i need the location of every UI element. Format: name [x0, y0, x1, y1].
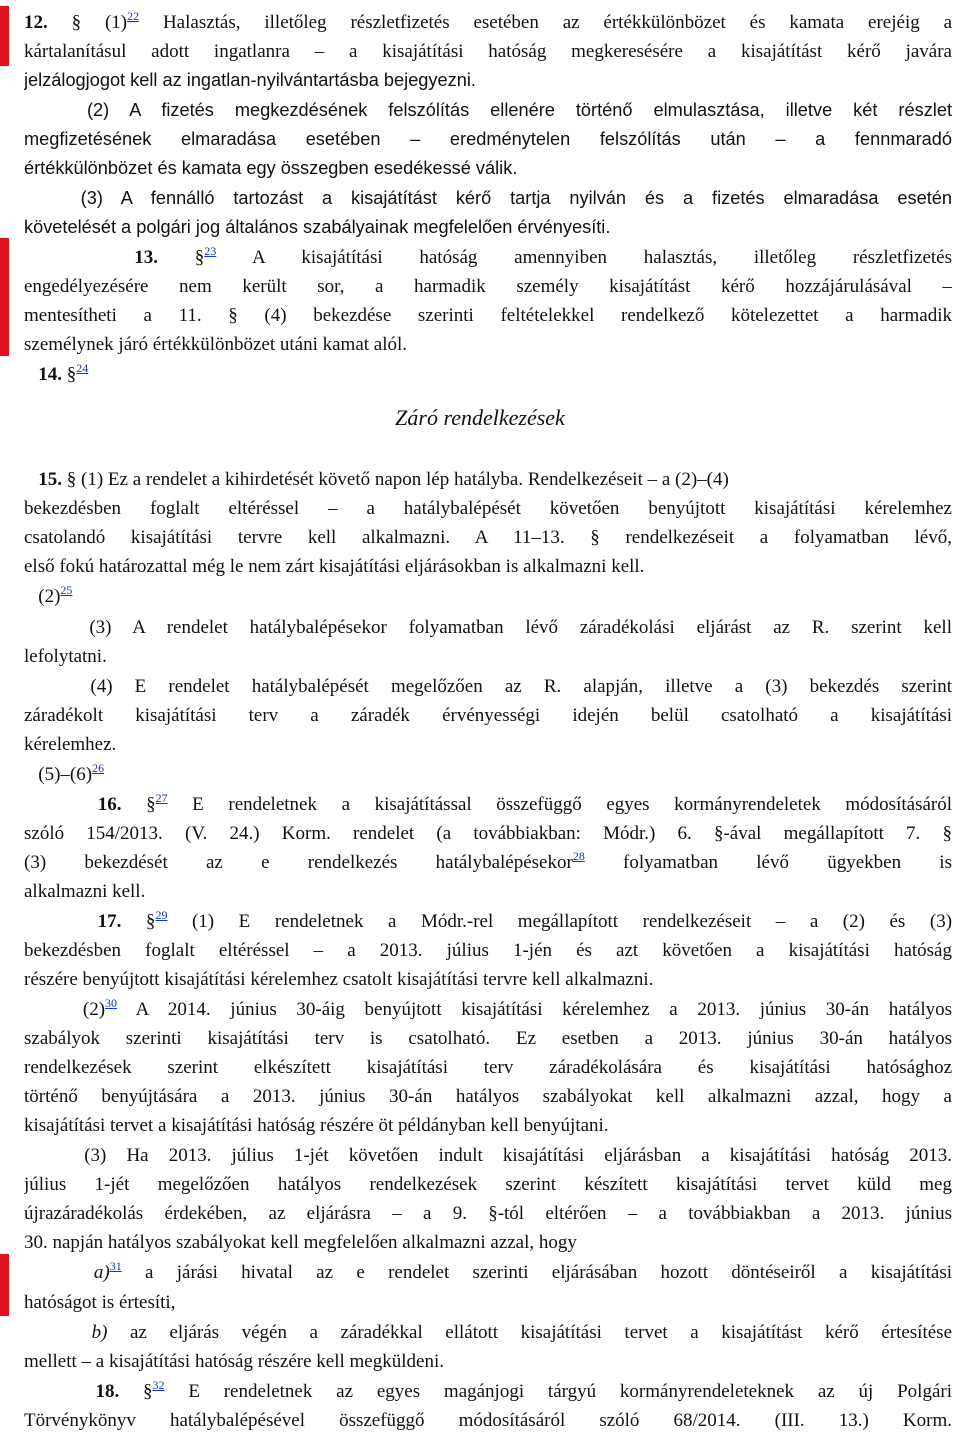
- footnote-link[interactable]: 29: [155, 908, 168, 922]
- text-line: (3) A fennálló tartozást a kisajátítást kérő tartja nyilván és a fizetés elmaradása esetén: [24, 188, 952, 208]
- text-line: bekezdésben foglalt eltéréssel – a hatálybalépését követően benyújtott kisajátítási kérelemhez: [24, 498, 952, 519]
- text-line: $(2)^{30}$ A 2014. június 30-áig benyújtott kisajátítási kérelemhez a 2013. június 30-án hatályos: [24, 996, 952, 1020]
- footnote-link[interactable]: 26: [92, 761, 105, 775]
- text-line: szóló 154/2013. (V. 24.) Korm. rendelet (a továbbiakban: Módr.) 6. §-ával megállapított 7. §: [24, 823, 952, 844]
- text-line: bekezdésben foglalt eltéréssel – a 2013. július 1-jén és azt követően a kisajátítási hatóság: [24, 940, 952, 961]
- text-line: hatóságot is értesíti,: [24, 1292, 176, 1313]
- footnote-link[interactable]: 32: [152, 1378, 165, 1392]
- text-line: $(5)-(6)^{26}$: [24, 761, 105, 785]
- text-line: Törvénykönyv hatálybalépésével összefüggő módosításáról szóló 68/2014. (III. 13.) Korm.: [24, 1410, 952, 1431]
- footnote-link[interactable]: 25: [60, 583, 73, 597]
- text-line: első fokú határozattal még le nem zárt kisajátítási eljárásokban is alkalmazni kell.: [24, 556, 645, 577]
- text-line: július 1-jét megelőzően hatályos rendelkezések szerint készített kisajátítási tervet küld meg: [24, 1174, 952, 1195]
- section-heading: Záró rendelkezések: [395, 405, 565, 430]
- text-line: (3) A rendelet hatálybalépésekor folyamatban lévő záradékolási eljárást az R. szerint kell: [24, 617, 952, 638]
- text-line: (2) A fizetés megkezdésének felszólítás ellenére történő elmulasztása, illetve két részlet: [24, 100, 952, 120]
- change-marker: [0, 1254, 9, 1316]
- text-line: lefolytatni.: [24, 646, 107, 667]
- text-line: kisajátítási tervet a kisajátítási hatóság részére öt példányban kell benyújtani.: [24, 1115, 609, 1136]
- change-marker: [0, 6, 9, 66]
- text-line: engedélyezésére nem került sor, a harmadik személy kisajátítást kérő hozzájárulásával –: [24, 276, 952, 297]
- change-marker: [0, 238, 9, 356]
- text-line: 17. §$^{29}$ (1) E rendeletnek a Módr.-rel megállapított rendelkezéseit – a (2) és (3): [97, 908, 952, 932]
- text-line: megfizetésének elmaradása esetében – eredménytelen felszólítás után – a fennmaradó: [24, 129, 952, 149]
- text-line: 16. §$^{27}$ E rendeletnek a kisajátítással összefüggő egyes kormányrendeletek módosításáról: [97, 791, 952, 815]
- text-line: 13. §$^{23}$ A kisajátítási hatóság amennyiben halasztás, illetőleg részletfizetés: [134, 244, 952, 268]
- text-line: kártalanításul adott ingatlanra – a kisajátítási hatóság megkeresésére a kisajátítást kérő javára: [24, 41, 952, 62]
- footnote-link[interactable]: 28: [572, 849, 585, 863]
- text-line: alkalmazni kell.: [24, 881, 146, 902]
- text-line: rendelkezések szerint elkészített kisajátítási terv záradékolására és kisajátítási hatósághoz: [24, 1057, 952, 1078]
- text-line: személynek járó értékkülönbözet utáni kamat alól.: [24, 334, 408, 355]
- footnote-link[interactable]: 22: [127, 9, 140, 23]
- text-line: mellett – a kisajátítási hatóság részére kell megküldeni.: [24, 1351, 444, 1372]
- text-line: szabályok szerinti kisajátítási terv is csatolható. Ez esetben a 2013. június 30-án hatályos: [24, 1028, 952, 1049]
- text-line: értékkülönbözet és kamata egy összegben esedékessé válik.: [24, 158, 518, 178]
- text-line: a)$^{31}$ a járási hivatal az e rendelet szerinti eljárásában hozott döntéseiről a kisajátítási: [93, 1259, 952, 1283]
- text-line: 15. § (1) Ez a rendelet a kihirdetését követő napon lép hatályba. Rendelkezéseit – a (2)–(4): [38, 469, 729, 490]
- text-line: 12. § $(1)^{22}$ Halasztás, illetőleg részletfizetés esetében az értékkülönbözet és kamata erejéig a: [24, 9, 952, 33]
- footnote-link[interactable]: 30: [105, 996, 118, 1010]
- text-line: részére benyújtott kisajátítási kérelemhez csatolt kisajátítási tervre kell alkalmazni.: [24, 969, 654, 990]
- text-line: kérelemhez.: [24, 734, 117, 755]
- text-line: 30. napján hatályos szabályokat kell megfelelően alkalmazni azzal, hogy: [24, 1232, 577, 1253]
- text-line: jelzálogjogot kell az ingatlan-nyilvántartásba bejegyezni.: [24, 70, 476, 90]
- text-line: b) az eljárás végén a záradékkal ellátott kisajátítási tervet a kisajátítást kérő értesítése: [91, 1322, 952, 1343]
- text-line: történő benyújtására a 2013. június 30-án hatályos szabályokat kell alkalmazni azzal, hogy a: [24, 1086, 952, 1107]
- text-line: (3) bekezdését az e rendelkezés hatálybalépésekor$^{28}$ folyamatban lévő ügyekben is: [24, 849, 952, 873]
- text-line: záradékolt kisajátítási terv a záradék érvényességi idején belül csatolható a kisajátítási: [24, 705, 952, 726]
- text-line: újrazáradékolás érdekében, az eljárásra – a 9. §-tól eltérően – a továbbiakban a 2013. június: [24, 1203, 952, 1224]
- footnote-link[interactable]: 23: [204, 244, 217, 258]
- footnote-link[interactable]: 24: [76, 361, 89, 375]
- text-line: követelését a polgári jog általános szabályainak megfelelően érvényesíti.: [24, 217, 611, 237]
- text-line: $(2)^{25}$: [24, 583, 73, 607]
- footnote-link[interactable]: 31: [109, 1259, 122, 1273]
- text-line: 14. §$^{24}$: [38, 361, 89, 385]
- text-line: 18. §$^{32}$ E rendeletnek az egyes magánjogi tárgyú kormányrendeleteknek az új Polgári: [95, 1378, 952, 1402]
- text-line: mentesítheti a 11. § (4) bekezdése szerinti feltételekkel rendelkező kötelezettet a harmadik: [24, 305, 952, 326]
- text-line: (3) Ha 2013. július 1-jét követően indult kisajátítási eljárásban a kisajátítási hatóság 2013.: [24, 1145, 952, 1166]
- text-line: csatolandó kisajátítási tervre kell alkalmazni. A 11–13. § rendelkezéseit a folyamatban lévő,: [24, 527, 952, 548]
- footnote-link[interactable]: 27: [155, 791, 168, 805]
- text-line: (4) E rendelet hatálybalépését megelőzően az R. alapján, illetve a (3) bekezdés szerint: [24, 676, 952, 697]
